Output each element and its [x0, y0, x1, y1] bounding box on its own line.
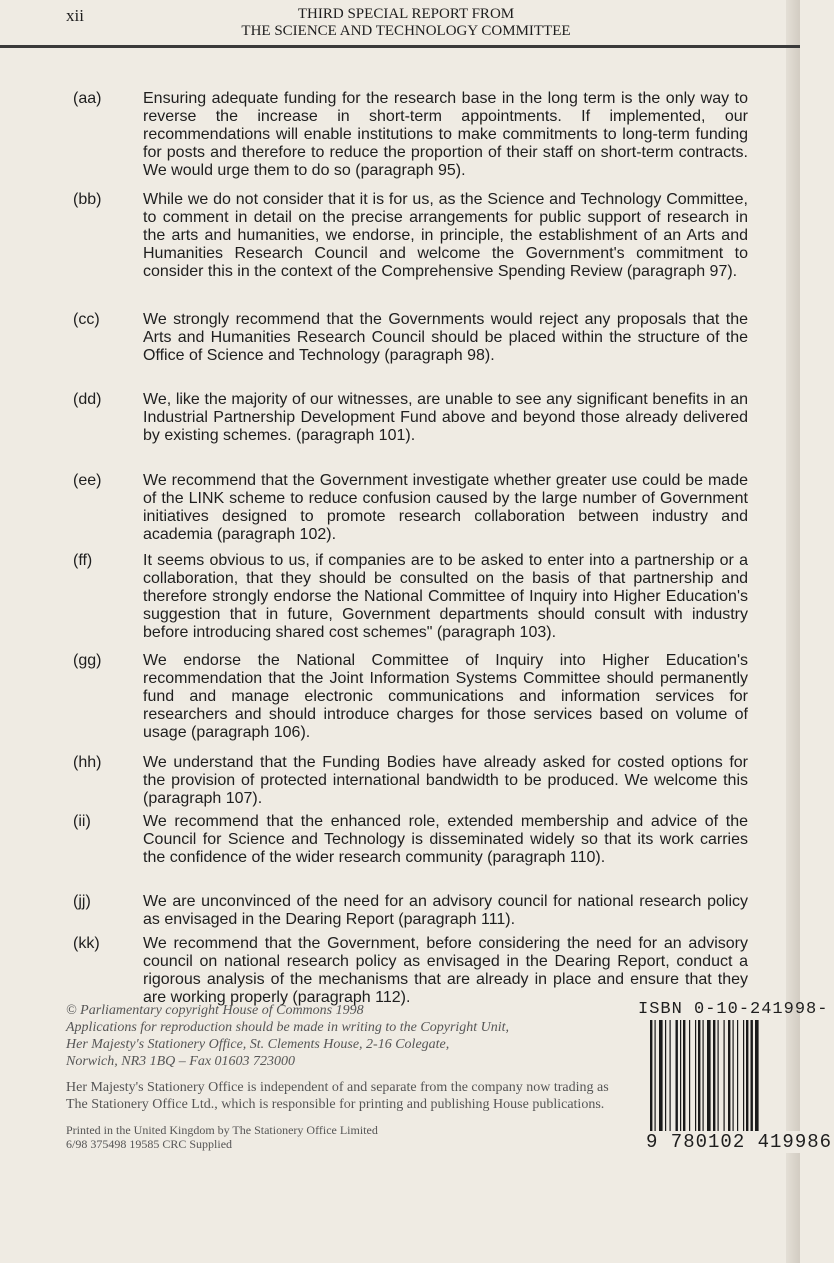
- item-text: We, like the majority of our witnesses, are unable to see any significant benefits in an Industrial Partnership Development Fund above and beyond those already delivered by existing schemes. (paragraph 101).: [143, 391, 748, 444]
- address-line: Norwich, NR3 1BQ – Fax 01603 723000: [66, 1054, 296, 1069]
- item-text: We recommend that the Government, before considering the need for an advisory council on national research policy as envisaged in the Dearing Report, conduct a rigorous analysis of the mechanisms that are already in place and ensure that they are working properly (paragraph 112).: [143, 935, 748, 1006]
- copyright-line: © Parliamentary copyright House of Commons 1998: [66, 1003, 364, 1018]
- print-codes: 6/98 375498 19585 CRC Supplied: [66, 1137, 233, 1151]
- item-text: We are unconvinced of the need for an advisory council for national research policy as envisaged in the Dearing Report (paragraph 111).: [143, 893, 748, 928]
- item-label: (cc): [73, 311, 100, 328]
- item-text: We recommend that the Government investigate whether greater use could be made of the LINK scheme to reduce confusion caused by the large number of Government initiatives designed to promote research collaboration between industry and academia (paragraph 102).: [143, 472, 748, 543]
- independence-line: Her Majesty's Stationery Office is independent of and separate from the company now trading as: [66, 1080, 609, 1095]
- barcode: [648, 1020, 788, 1146]
- item-text: We understand that the Funding Bodies have already asked for costed options for the provision of protected international bandwidth to be produced. We welcome this (paragraph 107).: [143, 754, 748, 807]
- item-label: (hh): [73, 754, 102, 771]
- item-text: We strongly recommend that the Governments would reject any proposals that the Arts and Humanities Research Council should be placed within the structure of the Office of Science and Technology (paragraph 98).: [143, 311, 748, 364]
- item-text: We endorse the National Committee of Inquiry into Higher Education's recommendation that the Joint Information Systems Committee should permanently fund and manage electronic communications and information services for researchers and should introduce charges for those services based on volume of usage (paragraph 106).: [143, 652, 748, 741]
- page-number: xii: [66, 6, 84, 25]
- imprint: [66, 1002, 609, 1151]
- item-label: (kk): [73, 935, 100, 952]
- independence-line: The Stationery Office Ltd., which is responsible for printing and publishing House publications.: [66, 1097, 605, 1112]
- page-edge: [786, 0, 800, 1263]
- running-head-line1: THIRD SPECIAL REPORT FROM: [297, 6, 515, 22]
- item-text: While we do not consider that it is for us, as the Science and Technology Committee, to comment in detail on the precise arrangements for public support of research in the arts and humanities, we endorse, in principle, the establishment of an Arts and Humanities Research Council and welcome the Government's commitment to consider this in the context of the Comprehensive Spending Review (paragraph 97).: [143, 191, 748, 280]
- item-text: We recommend that the enhanced role, extended membership and advice of the Council for Science and Technology is disseminated widely so that its work carries the confidence of the wider research community (paragraph 110).: [143, 813, 748, 866]
- running-head-line2: THE SCIENCE AND TECHNOLOGY COMMITTEE: [241, 23, 571, 39]
- item-label: (ii): [73, 813, 91, 830]
- applications-line: Applications for reproduction should be made in writing to the Copyright Unit,: [66, 1020, 510, 1035]
- item-text: Ensuring adequate funding for the research base in the long term is the only way to reverse the increase in short-term appointments. If implemented, our recommendations will enable institutions to make commitments to long-term funding for posts and therefore to reduce the proportion of their staff on short-term contracts. We would urge them to do so (paragraph 95).: [143, 90, 748, 179]
- address-line: Her Majesty's Stationery Office, St. Clements House, 2-16 Colegate,: [66, 1037, 450, 1052]
- running-head: [0, 6, 800, 40]
- item-label: (aa): [73, 90, 102, 107]
- item-label: (ee): [73, 472, 102, 489]
- item-label: (gg): [73, 652, 102, 669]
- header-rule: [0, 45, 800, 48]
- item-label: (dd): [73, 391, 102, 408]
- barcode-number: 9 780102 419986: [646, 1131, 833, 1153]
- item-label: (ff): [73, 552, 93, 569]
- item-label: (jj): [73, 893, 91, 910]
- item-label: (bb): [73, 191, 102, 208]
- printer-line: Printed in the United Kingdom by The Stationery Office Limited: [66, 1123, 378, 1137]
- item-text: It seems obvious to us, if companies are to be asked to enter into a partnership or a collaboration, that they should be consulted on the basis of that partnership and therefore strongly endorse the National Committee of Inquiry into Higher Education's suggestion that in future, Government departments should consult with industry before introducing shared cost schemes" (paragraph 103).: [143, 552, 748, 641]
- isbn-label: ISBN 0-10-241998-: [638, 1000, 829, 1019]
